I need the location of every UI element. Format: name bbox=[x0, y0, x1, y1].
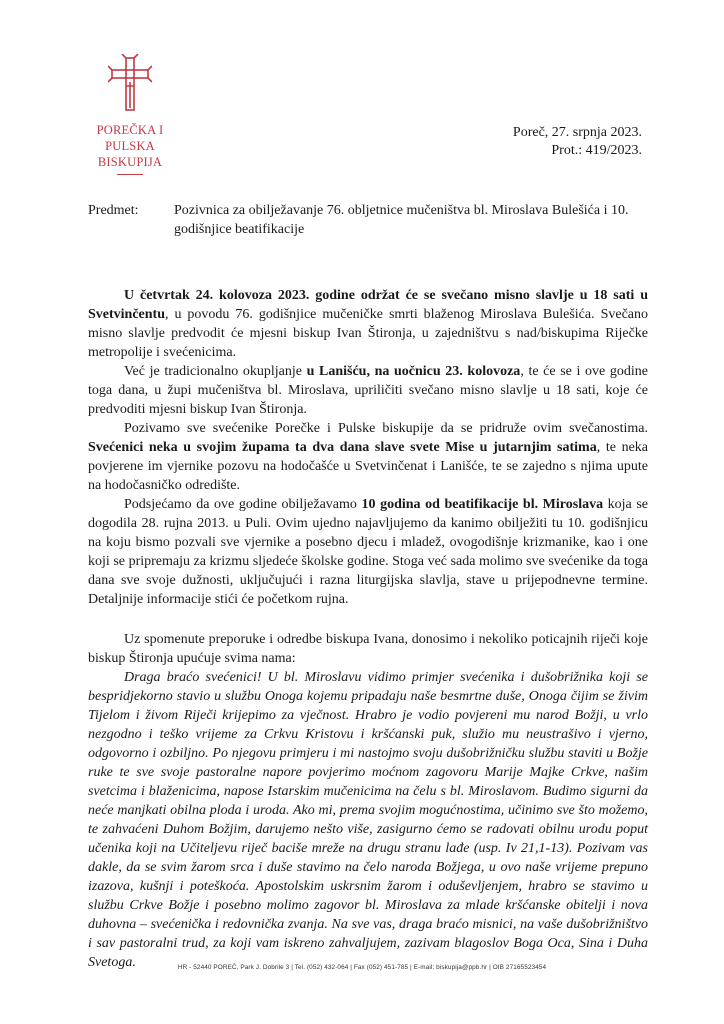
text-beatification-intro: Podsjećamo da ove godine obilježavamo bbox=[124, 497, 362, 512]
cross-icon bbox=[108, 54, 152, 114]
paragraph-priests bbox=[88, 419, 648, 495]
org-name-line2: BISKUPIJA bbox=[97, 155, 163, 169]
subject-label: Predmet: bbox=[88, 203, 139, 218]
diocese-logo bbox=[74, 54, 186, 175]
text-lanisce: , te će se i ove godine toga dana, u župi mučeništva bl. Miroslava, upriličiti svečano misno slavlje u 18 sati, koje će predvoditi mjesni biskup Ivan Štironja. bbox=[88, 364, 648, 417]
paragraph-lanisce bbox=[88, 362, 648, 419]
subject-text: Pozivnica za obilježavanje 76. obljetnice mučeništva bl. Miroslava Bulešića i 10. godišnjice beatifikacije bbox=[174, 203, 629, 237]
footer-contact: HR - 52440 POREČ, Park J. Dobrile 3 | Tel. (052) 432-064 | Fax (052) 451-785 | E-mail: biskupija@ppb.hr | OIB 27165523454 bbox=[177, 964, 547, 971]
text-lanisce-intro: Već je tradicionalno okupljanje bbox=[124, 364, 307, 379]
org-name bbox=[74, 122, 186, 170]
place-date: Poreč, 27. srpnja 2023. bbox=[512, 125, 642, 140]
text-priests-intro: Pozivamo sve svećenike Porečke i Pulske biskupije da se pridruže ovim svečanostima. bbox=[124, 421, 648, 436]
org-underline bbox=[117, 174, 143, 175]
org-name-line1: POREČKA I PULSKA bbox=[96, 123, 164, 153]
bold-beatification: 10 godina od beatifikacije bl. Miroslava bbox=[361, 497, 604, 512]
subject-block bbox=[88, 201, 648, 239]
paragraph-svetvincenat bbox=[88, 286, 648, 362]
letter-body bbox=[88, 286, 648, 972]
bold-svetvincenat: U četvrtak 24. kolovoza 2023. godine održat će se svečano misno slavlje u 18 sati u Svetvinčentu bbox=[88, 288, 648, 322]
text-beatification: koja se dogodila 28. rujna 2013. u Puli. Ovim ujedno najavljujemo da kanimo obilježiti tu 10. godišnjicu na koju bismo pozvali sve vjernike a posebno djecu i mladež, ovogodišnje krizmanike, kao i one koji se pripremaju za krizmu sljedeće školske godine. Stoga već sada molimo sve svećenike da toga dana sve svoje dužnosti, uključujući i razna liturgijska slavlja, stave u prijepodnevne termine. Detaljnije informacije stići će početkom rujna. bbox=[88, 497, 649, 607]
protocol-number: Prot.: 419/2023. bbox=[551, 143, 642, 158]
text-svetvincenat: , u povodu 76. godišnjice mučeničke smrti blaženog Miroslava Bulešića. Svečano misno slavlje predvodit će mjesni biskup Ivan Štironja, u zajedništvu s nad/biskupima Riječke metropolije i svećenicima. bbox=[88, 307, 648, 360]
bold-lanisce: u Lanišću, na uočnicu 23. kolovoza bbox=[306, 364, 521, 379]
letter-meta bbox=[513, 124, 642, 160]
bold-priests: Svećenici neka u svojim župama ta dva dana slave svete Mise u jutarnjim satima bbox=[88, 440, 597, 455]
paragraph-bishop-words: Uz spomenute preporuke i odredbe biskupa Ivana, donosimo i nekoliko poticajnih riječi koje biskup Štironja upućuje svima nama: bbox=[88, 632, 648, 666]
bishop-quote: Draga braćo svećenici! U bl. Miroslavu vidimo primjer svećenika i dušobrižnika koji se bespridjekorno stavio u službu Onoga kojemu pripadaju naše besmrtne duše, Onoga čijim se živim Tijelom i živom Riječi krijepimo za vječnost. Hrabro je vodio povjereni mu narod Božji, u vrlo nezgodno i teško vrijeme za Crkvu Kristovu i kršćanski puk, služio mu neustrašivo i vjerno, odgovorno i ozbiljno. Po njegovu primjeru i mi nastojmo svoju dušobrižničku službu staviti u Božje ruke te sve svoje pastoralne napore povjerimo moćnom zagovoru Marije Majke Crkve, našim svetcima i blaženicima, napose Istarskim mučenicima na čelu s bl. Miroslavom. Budimo sigurni da neće manjkati obilna ploda i uroda. Ako mi, prema svojim mogućnostima, učinimo sve što možemo, te zahvaćeni Duhom Božjim, darujemo nešto više, zasigurno ćemo se radovati obilnu urodu poput učenika koji na Učiteljevu riječ baciše mreže na drugu stranu lađe (usp. Iv 21,1-13). Pozivam vas dakle, da se svim žarom srca i duše stavimo na čelo naroda Božjega, u ovo naše vrijeme prepuno izazova, kušnji i poteškoća. Apostolskim uskrsnim žarom i oduševljenjem, hrabro se stavimo u službu Crkve Božje i posebno molimo zagovor bl. Miroslava za mlade kršćanske obitelji i nova duhovna – svećenička i redovnička zvanja. Na sve vas, draga braćo misnici, na vaše dušobrižništvo i sav pastoralni trud, za koji vam iskreno zahvaljujem, zazivam blagoslov Boga Oca, Sina i Duha Svetoga. bbox=[88, 670, 648, 970]
paragraph-beatification bbox=[88, 495, 648, 609]
text-priests: , te neka povjerene im vjernike pozovu na hodočašće u Svetvinčenat i Lanišće, te se zajedno s njima upute na hodočasničko odredište. bbox=[88, 440, 649, 493]
